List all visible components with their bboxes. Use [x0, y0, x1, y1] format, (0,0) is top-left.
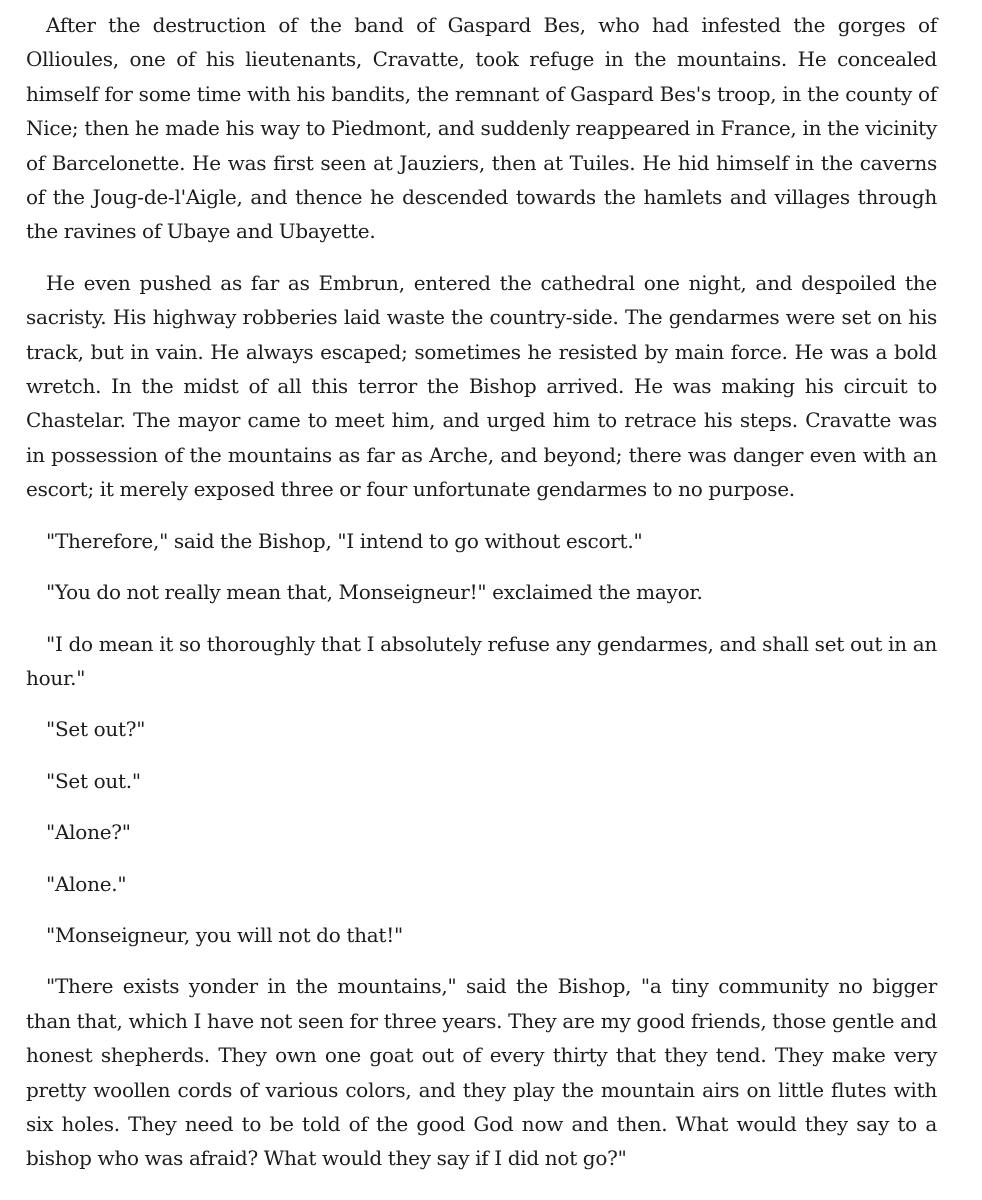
paragraph-cravatte-history: After the destruction of the band of Gaspard Bes, who had infested the gorges of Ollioules, one of his lieutenants, Cravatte, took refuge in the mountains. He concealed himself for some time with his bandits, the remnant of Gaspard Bes's troop, in the county of Nice; then he made his way to Piedmont, and suddenly reappeared in France, in the vicinity of Barcelonette. He was first seen at Jauziers, then at Tuiles. He hid himself in the caverns of the Joug-de-l'Aigle, and thence he descended towards the hamlets and villages through the ravines of Ubaye and Ubayette. [26, 13, 937, 244]
paragraph-dialogue: "I do mean it so thoroughly that I absolutely refuse any gendarmes, and shall set out in an hour." [26, 631, 937, 690]
paragraph-dialogue: "Set out?" [46, 717, 146, 742]
document-page [26, 8, 937, 1193]
paragraph-dialogue: "Set out." [46, 768, 141, 793]
paragraph-dialogue: "Alone?" [46, 820, 131, 845]
paragraph-dialogue: "You do not really mean that, Monseigneur!" exclaimed the mayor. [46, 580, 703, 605]
paragraph-dialogue: "Monseigneur, you will not do that!" [46, 922, 403, 947]
paragraph-dialogue: "Alone." [46, 871, 127, 896]
paragraph-dialogue: "Therefore," said the Bishop, "I intend to go without escort." [46, 528, 643, 553]
paragraph-shepherds: "There exists yonder in the mountains," said the Bishop, "a tiny community no bigger than that, which I have not seen for three years. They are my good friends, those gentle and honest shepherds. They own one goat out of every thirty that they tend. They make very pretty woollen cords of various colors, and they play the mountain airs on little flutes with six holes. They need to be told of the good God now and then. What would they say to a bishop who was afraid? What would they say if I did not go?" [26, 974, 937, 1171]
paragraph-embrun: He even pushed as far as Embrun, entered the cathedral one night, and despoiled the sacristy. His highway robberies laid waste the country-side. The gendarmes were set on his track, but in vain. He always escaped; sometimes he resisted by main force. He was a bold wretch. In the midst of all this terror the Bishop arrived. He was making his circuit to Chastelar. The mayor came to meet him, and urged him to retrace his steps. Cravatte was in possession of the mountains as far as Arche, and beyond; there was danger even with an escort; it merely exposed three or four unfortunate gendarmes to no purpose. [26, 270, 937, 502]
